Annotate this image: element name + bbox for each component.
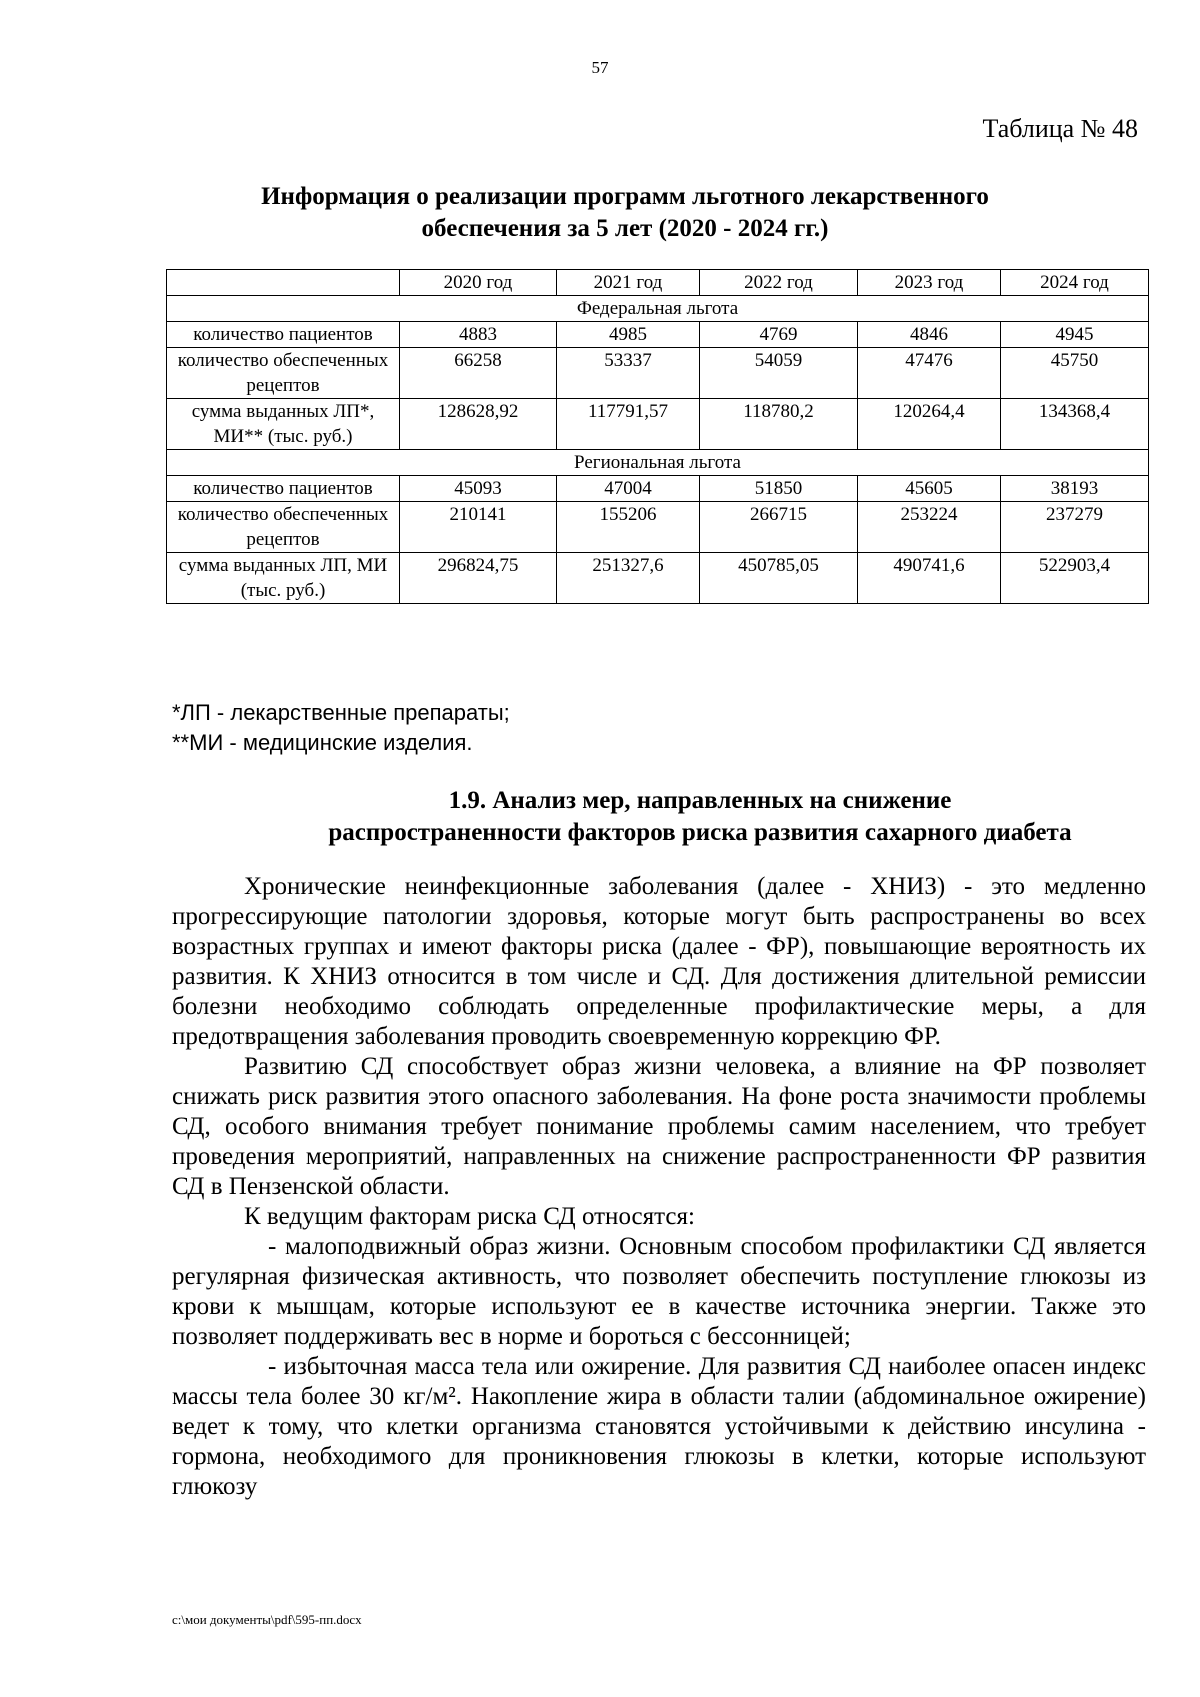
table-row: [167, 322, 1149, 348]
table-section-title: Федеральная льгота: [167, 296, 1149, 322]
row-label: количество пациентов: [167, 476, 400, 502]
table-cell: 253224: [858, 502, 1001, 553]
table-cell: 4883: [400, 322, 557, 348]
section-heading-line: распространенности факторов риска развития сахарного диабета: [328, 819, 1072, 846]
table-cell: 237279: [1001, 502, 1149, 553]
table-cell: 118780,2: [700, 399, 858, 450]
table-cell: 45750: [1001, 348, 1149, 399]
table-title-line: обеспечения за 5 лет (2020 - 2024 гг.): [421, 215, 829, 242]
table-row: [167, 348, 1149, 399]
footnotes: [172, 698, 510, 758]
table-cell: 4846: [858, 322, 1001, 348]
table-cell: 128628,92: [400, 399, 557, 450]
paragraph: К ведущим факторам риска СД относятся:: [244, 1203, 695, 1230]
row-label: сумма выданных ЛП*, МИ** (тыс. руб.): [167, 399, 400, 450]
table-cell: 296824,75: [400, 553, 557, 604]
table-cell: 45605: [858, 476, 1001, 502]
table-row: [167, 553, 1149, 604]
benefits-table: [166, 269, 1149, 604]
table-cell: 53337: [557, 348, 700, 399]
table-header-cell: 2023 год: [858, 270, 1001, 296]
table-cell: 134368,4: [1001, 399, 1149, 450]
table-cell: 4985: [557, 322, 700, 348]
section-heading: [240, 785, 1160, 849]
table-header-cell: 2022 год: [700, 270, 858, 296]
table-header-cell: 2020 год: [400, 270, 557, 296]
table-header-row: [167, 270, 1149, 296]
table-cell: 120264,4: [858, 399, 1001, 450]
table-cell: 54059: [700, 348, 858, 399]
table-header-cell: 2021 год: [557, 270, 700, 296]
page-number: 57: [591, 58, 609, 77]
table-header-cell: [167, 270, 400, 296]
section-heading-line: 1.9. Анализ мер, направленных на снижение: [448, 787, 952, 814]
paragraph: Развитию СД способствует образ жизни человека, а влияние на ФР позволяет снижать риск развития этого опасного заболевания. На фоне роста значимости проблемы СД, особого внимания требует понимание проблемы самим населением, что требует проведения мероприятий, направленных на снижение распространенности ФР развития СД в Пензенской области.: [172, 1053, 1146, 1200]
row-label: количество пациентов: [167, 322, 400, 348]
table-cell: 38193: [1001, 476, 1149, 502]
paragraph: Хронические неинфекционные заболевания (далее - ХНИЗ) - это медленно прогрессирующие патологии здоровья, которые могут быть распространены во всех возрастных группах и имеют факторы риска (далее - ФР), повышающие вероятность их развития. К ХНИЗ относится в том числе и СД. Для достижения длительной ремиссии болезни необходимо соблюдать определенные профилактические меры, а для предотвращения заболевания проводить своевременную коррекцию ФР.: [172, 873, 1146, 1050]
list-item: - избыточная масса тела или ожирение. Для развития СД наиболее опасен индекс массы тела более 30 кг/м². Накопление жира в области талии (абдоминальное ожирение) ведет к тому, что клетки организма становятся устойчивыми к действию инсулина - гормона, необходимого для проникновения глюкозы в клетки, которые используют глюкозу: [172, 1353, 1146, 1500]
table-caption: Таблица № 48: [982, 114, 1138, 143]
row-label: сумма выданных ЛП, МИ (тыс. руб.): [167, 553, 400, 604]
table-cell: 66258: [400, 348, 557, 399]
table-cell: 450785,05: [700, 553, 858, 604]
footnote: **МИ - медицинские изделия.: [172, 730, 473, 755]
table-header-cell: 2024 год: [1001, 270, 1149, 296]
table-cell: 266715: [700, 502, 858, 553]
table-section-title: Региональная льгота: [167, 450, 1149, 476]
table-cell: 4945: [1001, 322, 1149, 348]
table-cell: 251327,6: [557, 553, 700, 604]
row-label: количество обеспеченных рецептов: [167, 348, 400, 399]
table-cell: 47476: [858, 348, 1001, 399]
table-cell: 210141: [400, 502, 557, 553]
footnote: *ЛП - лекарственные препараты;: [172, 700, 510, 725]
table-cell: 4769: [700, 322, 858, 348]
table-section-row: [167, 450, 1149, 476]
body-text: [172, 872, 1146, 1502]
table-cell: 45093: [400, 476, 557, 502]
table-row: [167, 476, 1149, 502]
table-cell: 47004: [557, 476, 700, 502]
table-section-row: [167, 296, 1149, 322]
table-cell: 522903,4: [1001, 553, 1149, 604]
table-row: [167, 502, 1149, 553]
list-item: - малоподвижный образ жизни. Основным способом профилактики СД является регулярная физическая активность, что позволяет обеспечить поступление глюкозы из крови к мышцам, которые используют ее в качестве источника энергии. Также это позволяет поддерживать вес в норме и бороться с бессонницей;: [172, 1233, 1146, 1350]
table-title-line: Информация о реализации программ льготного лекарственного: [261, 183, 989, 210]
table-cell: 51850: [700, 476, 858, 502]
footer-file-path: c:\мои документы\pdf\595-пп.docx: [172, 1612, 362, 1627]
row-label: количество обеспеченных рецептов: [167, 502, 400, 553]
table-cell: 155206: [557, 502, 700, 553]
table-cell: 117791,57: [557, 399, 700, 450]
table-row: [167, 399, 1149, 450]
table-cell: 490741,6: [858, 553, 1001, 604]
table-title: [170, 181, 1080, 245]
